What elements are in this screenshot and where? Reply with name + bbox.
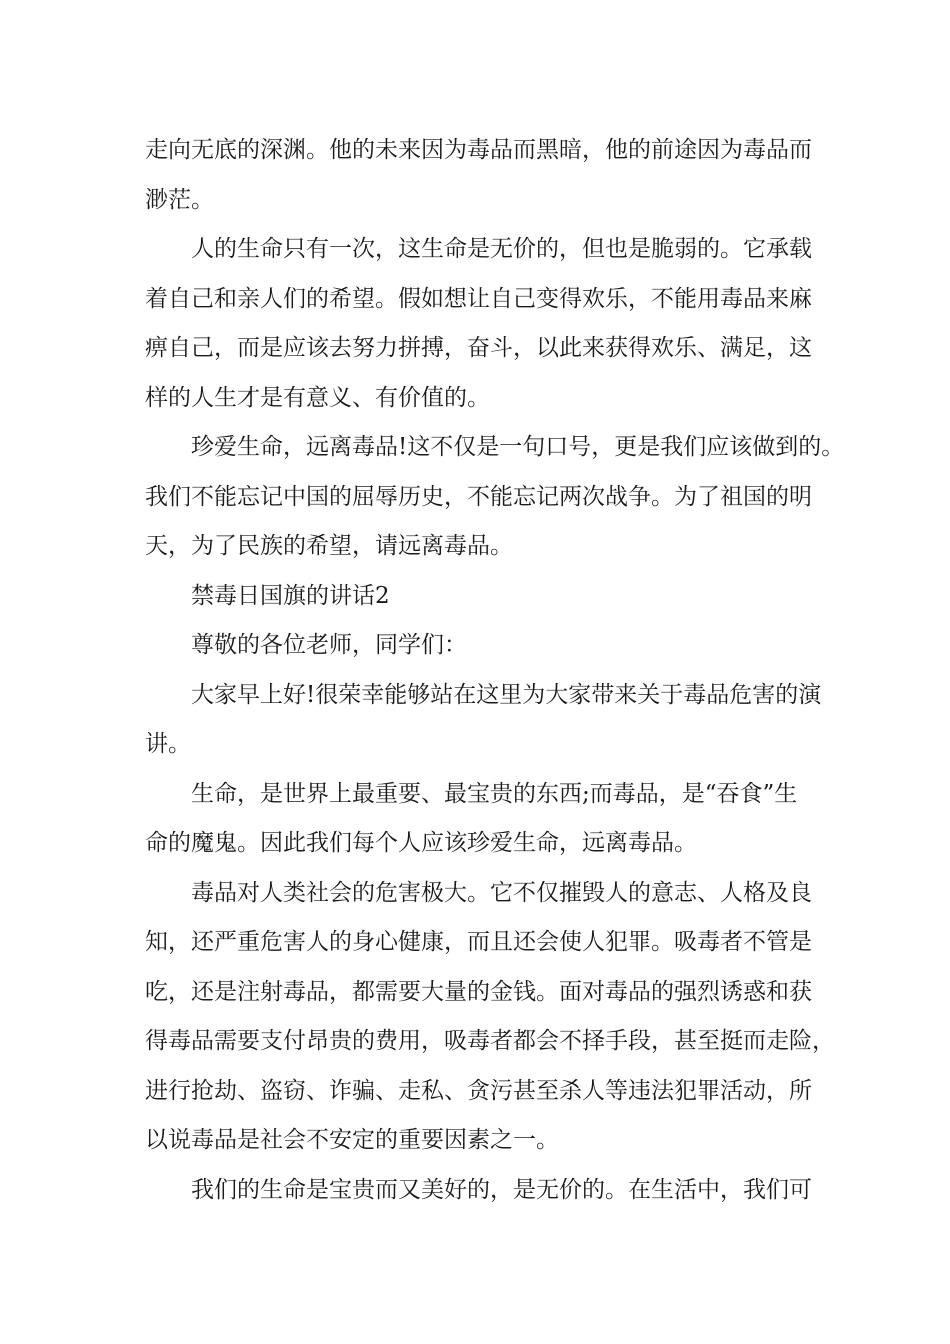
paragraph — [145, 621, 815, 671]
paragraph — [145, 225, 815, 423]
text-line: 天，为了民族的希望，请远离毒品。 — [145, 533, 513, 559]
paragraph — [145, 572, 815, 622]
text-line: 进行抢劫、盗窃、诈骗、走私、贪污甚至杀人等违法犯罪活动，所 — [145, 1077, 812, 1104]
paragraph — [145, 770, 815, 869]
paragraph — [145, 423, 845, 572]
text-line: 知，还严重危害人的身心健康，而且还会使人犯罪。吸毒者不管是 — [145, 929, 812, 955]
text-line: 我们的生命是宝贵而又美好的，是无价的。在生活中，我们可 — [191, 1176, 812, 1203]
document-body — [145, 126, 845, 1215]
paragraph — [145, 1166, 815, 1216]
text-line: 渺茫。 — [145, 186, 214, 213]
text-line: 以说毒品是社会不安定的重要因素之一。 — [145, 1127, 559, 1153]
text-line: 命的魔鬼。因此我们每个人应该珍爱生命，远离毒品。 — [145, 830, 697, 856]
text-line: 讲。 — [145, 731, 191, 757]
text-line: 样的人生才是有意义、有价值的。 — [145, 384, 490, 411]
text-line: 着自己和亲人们的希望。假如想让自己变得欢乐，不能用毒品来麻 — [145, 285, 812, 312]
paragraph — [145, 126, 815, 225]
text-line: 走向无底的深渊。他的未来因为毒品而黑暗，他的前途因为毒品而 — [145, 137, 812, 163]
text-line: 我们不能忘记中国的屈辱历史，不能忘记两次战争。为了祖国的明 — [145, 483, 812, 510]
paragraph — [145, 869, 835, 1166]
paragraph — [145, 671, 822, 770]
text-line: 毒品对人类社会的危害极大。它不仅摧毁人的意志、人格及良 — [191, 879, 812, 906]
text-line: 尊敬的各位老师，同学们： — [191, 632, 467, 658]
text-line: 痹自己，而是应该去努力拼搏，奋斗，以此来获得欢乐、满足，这 — [145, 335, 812, 361]
text-line: 人的生命只有一次，这生命是无价的，但也是脆弱的。它承载 — [191, 236, 812, 262]
text-line: 禁毒日国旗的讲话2 — [191, 582, 390, 609]
text-line: 大家早上好!很荣幸能够站在这里为大家带来关于毒品危害的演 — [191, 681, 822, 708]
text-line: 得毒品需要支付昂贵的费用，吸毒者都会不择手段，甚至挺而走险， — [145, 1028, 835, 1054]
text-line: 生命，是世界上最重要、最宝贵的东西;而毒品，是“吞食”生 — [191, 780, 798, 807]
text-line: 珍爱生命，远离毒品!这不仅是一句口号，更是我们应该做到的。 — [191, 434, 845, 460]
text-line: 吃，还是注射毒品，都需要大量的金钱。面对毒品的强烈诱惑和获 — [145, 978, 812, 1005]
